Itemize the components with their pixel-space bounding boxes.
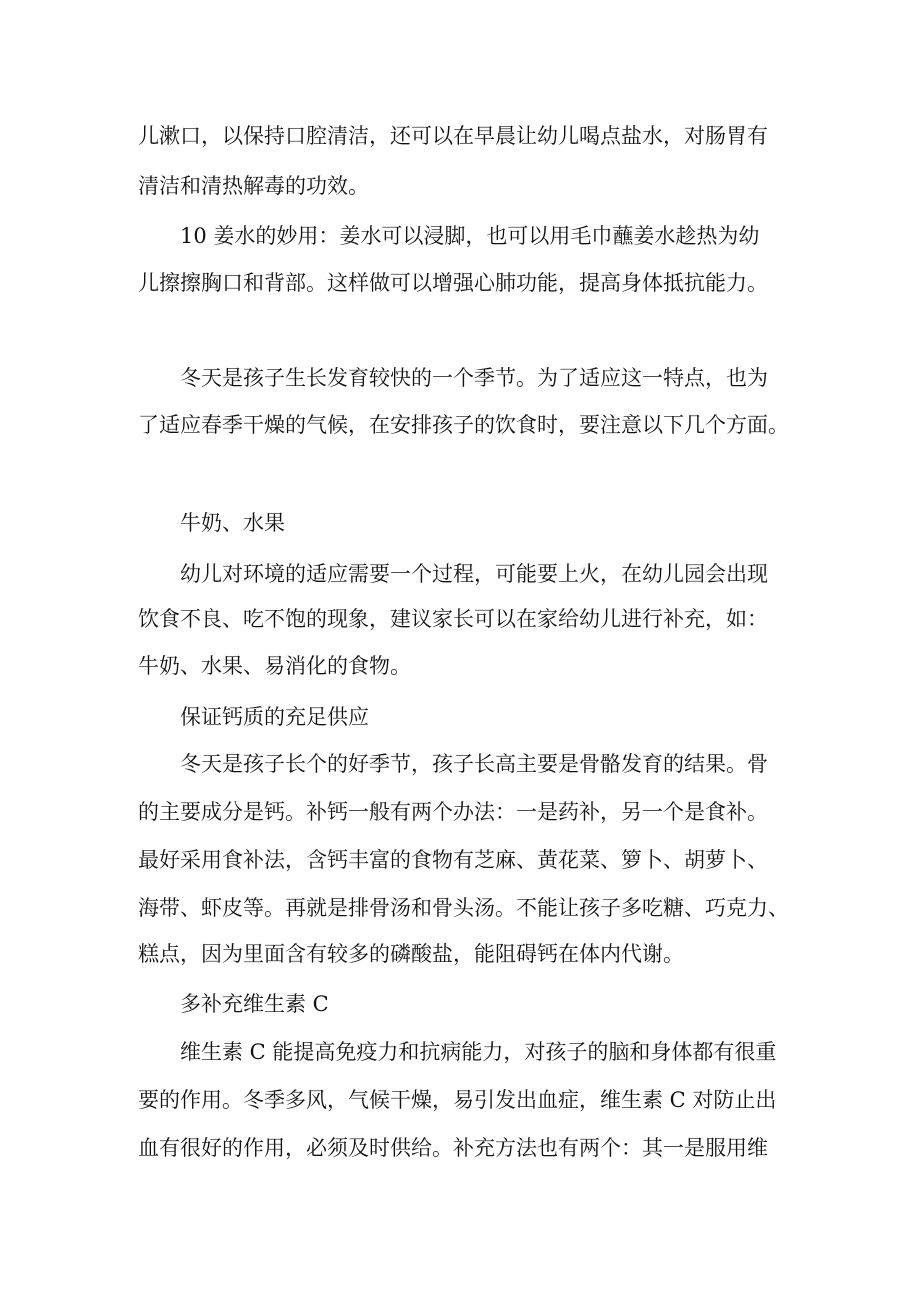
text-line: 冬天是孩子生长发育较快的一个季节。为了适应这一特点，也为 <box>180 366 768 390</box>
text-line: 10 姜水的妙用：姜水可以浸脚，也可以用毛巾蘸姜水趁热为幼 <box>180 224 760 248</box>
text-line: 了适应春季干燥的气候，在安排孩子的饮食时，要注意以下几个方面。 <box>138 413 789 437</box>
text-line: 冬天是孩子长个的好季节，孩子长高主要是骨骼发育的结果。骨 <box>180 752 768 776</box>
text-line: 幼儿对环境的适应需要一个过程，可能要上火，在幼儿园会出现 <box>180 562 768 586</box>
text-line: 维生素 C 能提高免疫力和抗病能力，对孩子的脑和身体都有很重 <box>180 1040 777 1064</box>
text-line: 清洁和清热解毒的功效。 <box>138 174 369 198</box>
text-line: 海带、虾皮等。再就是排骨汤和骨头汤。不能让孩子多吃糖、巧克力、 <box>138 896 789 920</box>
text-line: 牛奶、水果、易消化的食物。 <box>138 654 411 678</box>
text-line: 糕点，因为里面含有较多的磷酸盐，能阻碍钙在体内代谢。 <box>138 942 684 966</box>
section-heading: 牛奶、水果 <box>180 511 285 535</box>
text-line: 最好采用食补法，含钙丰富的食物有芝麻、黄花菜、箩卜、胡萝卜、 <box>138 848 768 872</box>
text-line: 儿漱口，以保持口腔清洁，还可以在早晨让幼儿喝点盐水，对肠胃有 <box>138 124 768 148</box>
text-line: 血有很好的作用，必须及时供给。补充方法也有两个：其一是服用维 <box>138 1136 768 1160</box>
section-heading: 多补充维生素 C <box>180 992 329 1016</box>
text-line: 要的作用。冬季多风，气候干燥，易引发出血症，维生素 C 对防止出 <box>138 1088 777 1112</box>
section-heading: 保证钙质的充足供应 <box>180 705 369 729</box>
text-line: 饮食不良、吃不饱的现象，建议家长可以在家给幼儿进行补充，如： <box>138 607 768 631</box>
text-line: 儿擦擦胸口和背部。这样做可以增强心肺功能，提高身体抵抗能力。 <box>138 271 768 295</box>
text-line: 的主要成分是钙。补钙一般有两个办法：一是药补，另一个是食补。 <box>138 800 768 824</box>
